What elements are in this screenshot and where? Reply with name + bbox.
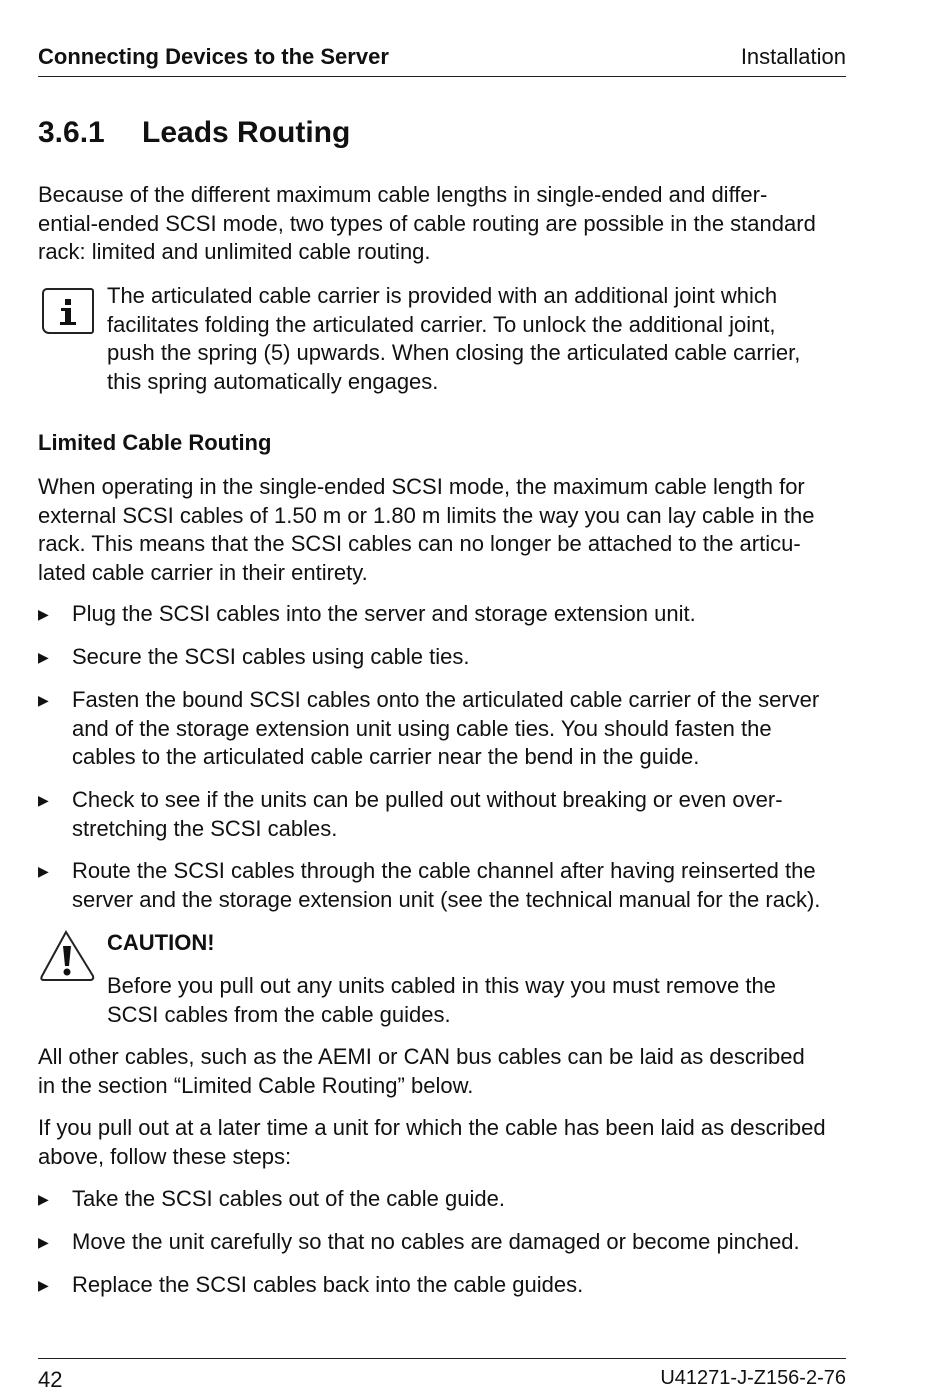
text-line: and of the storage extension unit using cable ties. You should fasten the [72, 715, 772, 741]
bullet-arrow-icon: ▶ [38, 1234, 49, 1250]
section-number: 3.6.1 [38, 116, 105, 149]
text-line: Because of the different maximum cable lengths in single-ended and differ- [38, 182, 768, 207]
text-line: Before you pull out any units cabled in this way you must remove the [107, 973, 776, 998]
section-title [38, 116, 350, 150]
bullet-arrow-icon: ▶ [38, 1191, 49, 1207]
text-line: Fasten the bound SCSI cables onto the articulated cable carrier of the server [72, 687, 820, 712]
text-line: above, follow these steps: [38, 1143, 292, 1169]
document-code: U41271-J-Z156-2-76 [660, 1367, 846, 1389]
text-line: rack. This means that the SCSI cables can no longer be attached to the articu- [38, 531, 801, 556]
text-line: Check to see if the units can be pulled out without breaking or even over- [72, 787, 783, 812]
section-heading: Leads Routing [142, 116, 351, 149]
bullet-arrow-icon: ▶ [38, 692, 49, 708]
info-note [107, 282, 846, 396]
text-line: All other cables, such as the AEMI or CAN bus cables can be laid as described [38, 1044, 805, 1069]
text-line: Route the SCSI cables through the cable channel after having reinserted the [72, 858, 816, 883]
text-line: Take the SCSI cables out of the cable guide. [72, 1186, 505, 1211]
bullet-arrow-icon: ▶ [38, 606, 49, 622]
text-line: Move the unit carefully so that no cables are damaged or become pinched. [72, 1229, 800, 1254]
text-line: facilitates folding the articulated carrier. To unlock the additional joint, [107, 311, 776, 337]
caution-warning-icon [38, 928, 98, 986]
text-line: SCSI cables from the cable guides. [107, 1001, 451, 1027]
caution-text [107, 972, 846, 1029]
text-line: lated cable carrier in their entirety. [38, 559, 368, 585]
text-line: rack: limited and unlimited cable routing. [38, 239, 431, 264]
page-header [38, 44, 846, 77]
bullet-arrow-icon: ▶ [38, 863, 49, 879]
bullet-arrow-icon: ▶ [38, 649, 49, 665]
subheading-limited-routing: Limited Cable Routing [38, 430, 272, 455]
text-line: Replace the SCSI cables back into the cable guides. [72, 1272, 584, 1297]
text-line: cables to the articulated cable carrier near the bend in the guide. [72, 744, 700, 769]
text-line: Plug the SCSI cables into the server and storage extension unit. [72, 601, 696, 626]
text-line: If you pull out at a later time a unit for which the cable has been laid as described [38, 1115, 826, 1140]
bullet-arrow-icon: ▶ [38, 792, 49, 808]
text-line: The articulated cable carrier is provided with an additional joint which [107, 283, 778, 308]
info-icon [41, 287, 95, 339]
other-cables-paragraph [38, 1043, 846, 1100]
page-footer [38, 1358, 846, 1392]
header-chapter: Connecting Devices to the Server [38, 44, 389, 69]
text-line: push the spring (5) upwards. When closing the articulated cable carrier, [107, 340, 801, 365]
caution-heading: CAUTION! [107, 930, 215, 955]
text-line: external SCSI cables of 1.50 m or 1.80 m limits the way you can lay cable in the [38, 502, 815, 528]
document-page [38, 0, 846, 1392]
text-line: server and the storage extension unit (see the technical manual for the rack). [72, 886, 821, 912]
intro-paragraph [38, 181, 846, 267]
page-number: 42 [38, 1367, 63, 1392]
text-line: Secure the SCSI cables using cable ties. [72, 644, 470, 669]
text-line: ential-ended SCSI mode, two types of cable routing are possible in the standard [38, 210, 816, 236]
text-line: this spring automatically engages. [107, 368, 439, 394]
header-section: Installation [740, 44, 846, 69]
text-line: When operating in the single-ended SCSI mode, the maximum cable length for [38, 474, 805, 499]
text-line: in the section “Limited Cable Routing” below. [38, 1072, 474, 1098]
text-line: stretching the SCSI cables. [72, 815, 338, 841]
limited-routing-paragraph [38, 473, 846, 587]
pullout-paragraph [38, 1114, 846, 1171]
bullet-arrow-icon: ▶ [38, 1277, 49, 1293]
